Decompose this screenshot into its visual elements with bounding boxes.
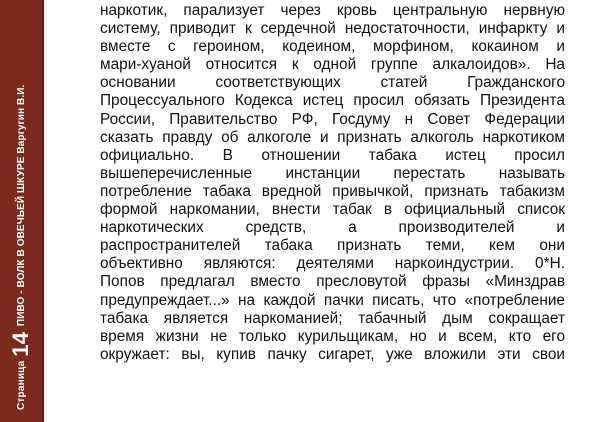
text-line: объективно являются: деятелями наркоиндустрии. 0*Н. <box>100 255 565 273</box>
text-line: вместе с героином, кодеином, морфином, кокаином и <box>100 38 565 56</box>
text-line: вышеперечисленные инстанции перестать называть <box>100 164 565 182</box>
text-line: наркотических средств, а производителей и <box>100 219 565 237</box>
text-line: основании соответствующих статей Гражданского <box>100 74 565 92</box>
text-line: потребление табака вредной привычкой, признать табакизм <box>100 182 565 200</box>
text-line: России, Правительство РФ, Госдуму н Совет Федерации <box>100 110 565 128</box>
text-line: мари-хуаной относится к одной группе алкалоидов». На <box>100 56 565 74</box>
side-band-caption <box>0 6 43 416</box>
text-line: время жизни не только курильщикам, но и всем, кто его <box>100 327 565 345</box>
side-band <box>0 0 44 422</box>
text-line: сказать правду об алкоголе и признать алкоголь наркотиком <box>100 128 565 146</box>
page-label: Страница <box>15 360 27 410</box>
text-line: формой наркомании, внести табак в официальный список <box>100 201 565 219</box>
book-title: ПИВО - ВОЛК В ОВЕЧЬЕЙ ШКУРЕ Варгугин В.И. <box>15 84 27 327</box>
text-line: наркотик, парализует через кровь центральную нервную <box>100 2 565 19</box>
text-line: систему, приводит к сердечной недостаточности, инфаркту и <box>100 20 565 38</box>
text-line: окружает: вы, купив пачку сигарет, уже вложили эти свои <box>100 345 565 363</box>
body-text <box>100 2 565 364</box>
text-line: распространителей табака признать теми, кем они <box>100 237 565 255</box>
text-line: Попов предлагал вместо пресловутой фразы «Минздрав <box>100 273 565 291</box>
text-line: предупреждает...» на каждой пачки писать, что «потребление <box>100 291 565 309</box>
text-line: табака является наркоманией; табачный дым сокращает <box>100 309 565 327</box>
text-line: Процессуального Кодекса истец просил обязать Президента <box>100 92 565 110</box>
text-line: официально. В отношении табака истец просил <box>100 146 565 164</box>
page-number: 14 <box>8 332 33 357</box>
